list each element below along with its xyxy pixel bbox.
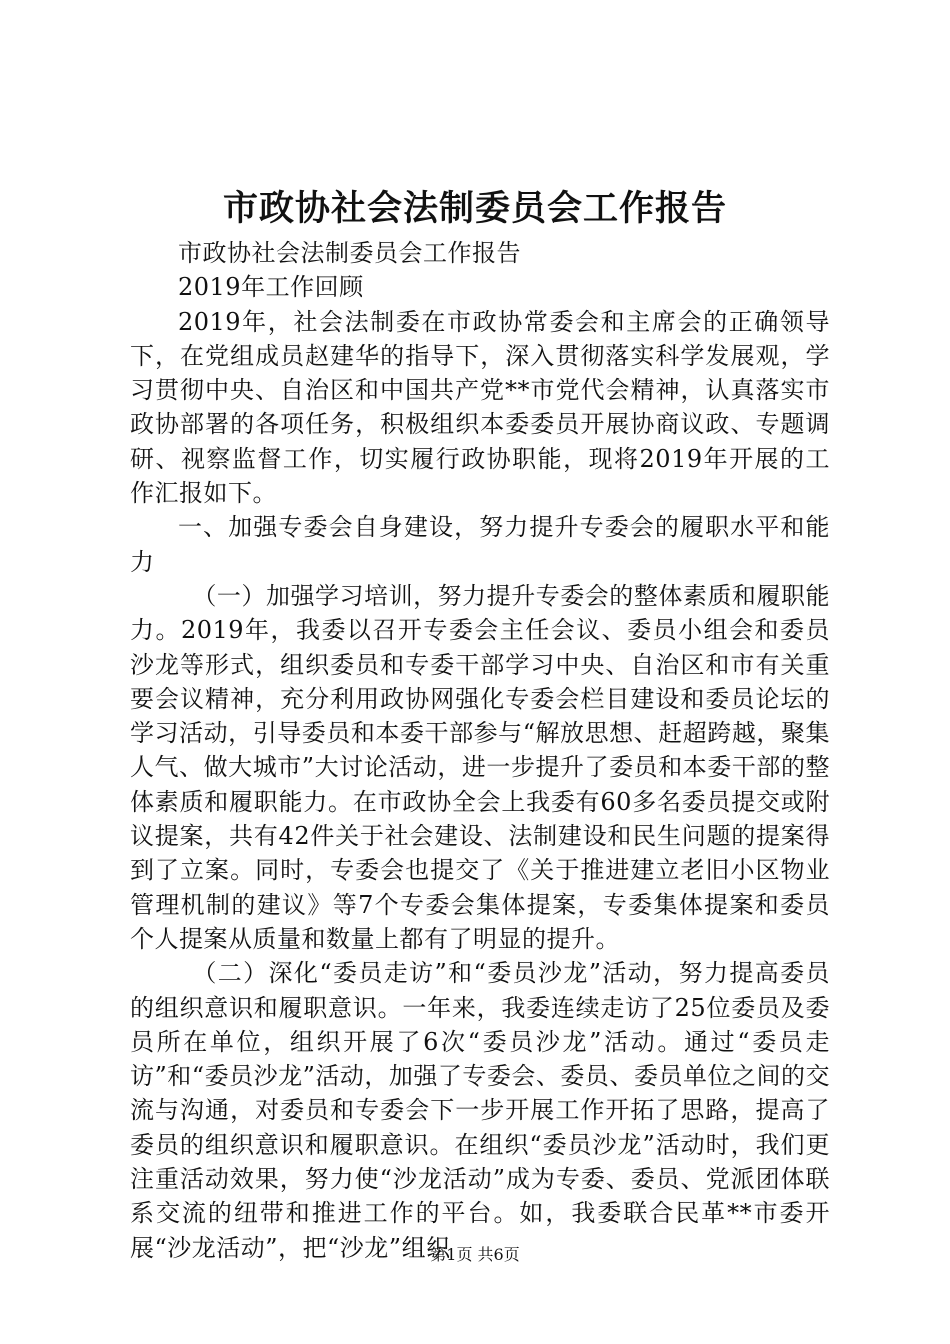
section-heading-review: 2019年工作回顾 (178, 273, 364, 302)
subtitle-paragraph: 市政协社会法制委员会工作报告 (178, 239, 521, 267)
subsection-two-paragraph: （二）深化“委员走访”和“委员沙龙”活动，努力提高委员的组织意识和履职意识。一年来，我委连续走访了25位委员及委员所在单位，组织开展了6次“委员沙龙”活动。通过“委员走访”和“委员沙龙”活动，加强了专委会、委员、委员单位之间的交流与沟通，对委员和专委会下一步开展工作开拓了思路，提高了委员的组织意识和履职意识。在组织“委员沙龙”活动时，我们更注重活动效果，努力使“沙龙活动”成为专委、委员、党派团体联系交流的纽带和推进工作的平台。如，我委联合民革**市委开展“沙龙活动”，把“沙龙”组织 (130, 959, 830, 1262)
section-heading-one: 一、加强专委会自身建设，努力提升专委会的履职水平和能力 (130, 513, 830, 576)
intro-paragraph: 2019年，社会法制委在市政协常委会和主席会的正确领导下，在党组成员赵建华的指导下，深入贯彻落实科学发展观，学习贯彻中央、自治区和中国共产党**市党代会精神，认真落实市政协部署的各项任务，积极组织本委委员开展协商议政、专题调研、视察监督工作，切实履行政协职能，现将2019年开展的工作汇报如下。 (130, 307, 830, 508)
subsection-one-paragraph: （一）加强学习培训，努力提升专委会的整体素质和履职能力。2019年，我委以召开专委会主任会议、委员小组会和委员沙龙等形式，组织委员和专委干部学习中央、自治区和市有关重要会议精神，充分利用政协网强化专委会栏目建设和委员论坛的学习活动，引导委员和本委干部参与“解放思想、赶超跨越，聚集人气、做大城市”大讨论活动，进一步提升了委员和本委干部的整体素质和履职能力。在市政协全会上我委有60多名委员提交或附议提案，共有42件关于社会建设、法制建设和民生问题的提案得到了立案。同时，专委会也提交了《关于推进建立老旧小区物业管理机制的建议》等7个专委会集体提案，专委集体提案和委员个人提案从质量和数量上都有了明显的提升。 (130, 581, 830, 953)
document-title: 市政协社会法制委员会工作报告 (222, 188, 727, 229)
document-body (130, 236, 830, 1265)
page-number: 第1页 共6页 (430, 1245, 520, 1264)
